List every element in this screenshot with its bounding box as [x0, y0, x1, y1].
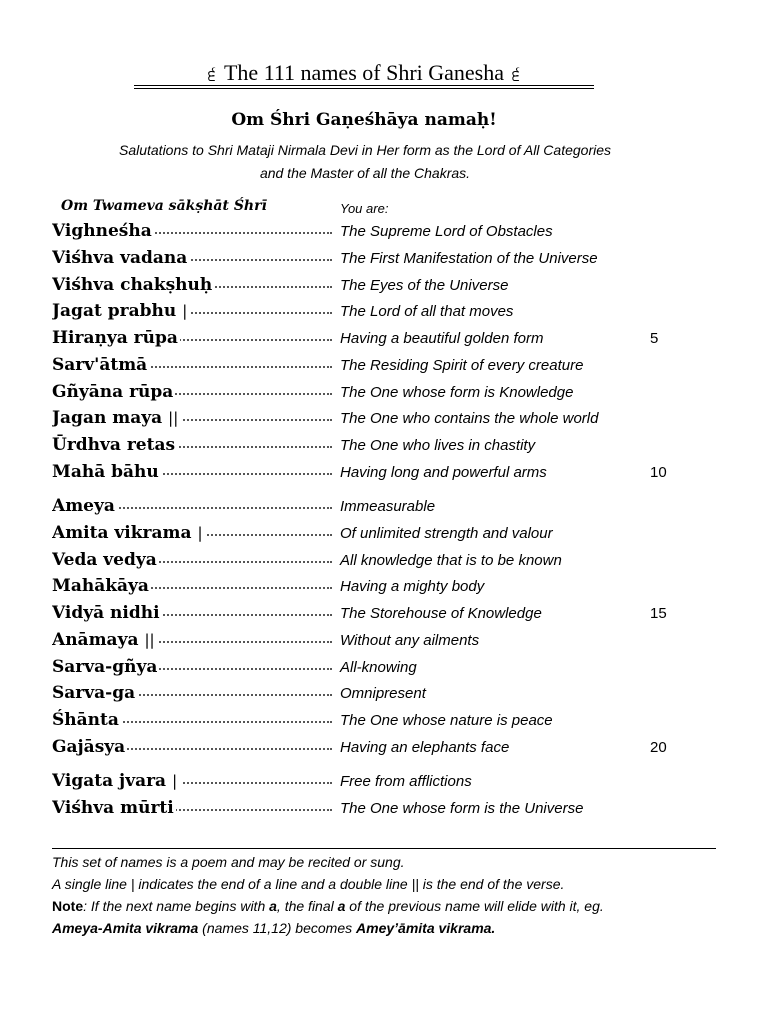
sanskrit-name-cell: [52, 680, 332, 706]
sanskrit-name: Jagat prabhu: [52, 301, 177, 321]
name-count: 15: [650, 605, 667, 622]
swirl-left-icon: ੬: [207, 67, 216, 84]
sanskrit-name-cell: [52, 493, 332, 519]
name-meaning: Immeasurable: [340, 498, 436, 515]
sanskrit-name-cell: [52, 432, 332, 458]
name-meaning: The One whose nature is peace: [340, 712, 553, 729]
note-text-b: , the final: [276, 898, 338, 914]
sanskrit-name: Sarva-gñya: [52, 657, 158, 677]
name-meaning: The Residing Spirit of every creature: [340, 357, 584, 374]
line-end-mark: |: [194, 524, 207, 542]
name-meaning: The Storehouse of Knowledge: [340, 605, 542, 622]
verse-end-mark: ||: [164, 409, 182, 427]
name-count: 10: [650, 464, 667, 481]
name-meaning: The Eyes of the Universe: [340, 277, 509, 294]
sanskrit-name: Amita vikrama: [52, 523, 192, 543]
note-text-a: : If the next name begins with: [83, 898, 270, 914]
name-meaning: Omnipresent: [340, 685, 426, 702]
name-row: [52, 600, 692, 626]
sanskrit-name-cell: [52, 795, 332, 821]
sanskrit-name: Jagan maya: [52, 408, 163, 428]
column-head-meanings: You are:: [340, 201, 389, 216]
page-title: [134, 60, 594, 89]
verse-end-mark: ||: [140, 631, 158, 649]
footer-divider: [52, 848, 716, 849]
note-example-1: Ameya-Amita vikrama: [52, 920, 199, 936]
note-text-c: of the previous name will elide with it, eg.: [345, 898, 604, 914]
name-row: [52, 573, 692, 599]
sanskrit-name: Vidyā nidhi: [52, 603, 160, 623]
sanskrit-name: Vigata jvara: [52, 771, 167, 791]
name-row: [52, 298, 692, 324]
name-row: [52, 432, 692, 458]
note-line-1: This set of names is a poem and may be recited or sung.: [52, 854, 405, 870]
sanskrit-name: Viśhva chakṣhuḥ: [52, 275, 213, 295]
title-block: [134, 60, 594, 90]
intro-line-1: Salutations to Shri Mataji Nirmala Devi in Her form as the Lord of All Categories: [118, 142, 612, 158]
name-row: [52, 768, 692, 794]
sanskrit-name: Ameya: [52, 496, 115, 516]
column-head-names: Om Twameva sākṣhāt Śhrī: [61, 198, 267, 214]
name-row: [52, 520, 692, 546]
name-row: [52, 707, 692, 733]
name-meaning: The One whose form is Knowledge: [340, 384, 574, 401]
sanskrit-name-cell: [52, 352, 332, 378]
name-meaning: Of unlimited strength and valour: [340, 525, 553, 542]
name-meaning: The First Manifestation of the Universe: [340, 250, 598, 267]
sanskrit-name-cell: [52, 405, 332, 431]
sanskrit-name-cell: [52, 520, 332, 546]
sanskrit-name: Mahākāya: [52, 576, 149, 596]
name-row: [52, 218, 692, 244]
name-row: [52, 680, 692, 706]
mantra: Om Śhri Gaṇeśhāya namaḥ!: [231, 110, 497, 130]
note-text-mid: (names 11,12) becomes: [198, 920, 357, 936]
notes: [52, 851, 732, 939]
sanskrit-name: Sarva-ga: [52, 683, 136, 703]
name-row: [52, 795, 692, 821]
name-row: [52, 459, 692, 485]
name-row: [52, 627, 692, 653]
sanskrit-name: Gñyāna rūpa: [52, 382, 174, 402]
name-count: 20: [650, 739, 667, 756]
sanskrit-name-cell: [52, 600, 332, 626]
sanskrit-name-cell: [52, 325, 332, 351]
name-row: [52, 547, 692, 573]
note-letter-b: a: [337, 898, 346, 914]
sanskrit-name: Śhānta: [52, 710, 119, 730]
line-end-mark: |: [178, 302, 191, 320]
name-meaning: Having a mighty body: [340, 578, 485, 595]
name-meaning: Without any ailments: [340, 632, 480, 649]
name-meaning: The One who contains the whole world: [340, 410, 599, 427]
sanskrit-name-cell: [52, 573, 332, 599]
name-meaning: All-knowing: [340, 659, 417, 676]
sanskrit-name-cell: [52, 459, 332, 485]
sanskrit-name-cell: [52, 272, 332, 298]
sanskrit-name-cell: [52, 734, 332, 760]
sanskrit-name-cell: [52, 379, 332, 405]
sanskrit-name: Anāmaya: [52, 630, 139, 650]
name-row: [52, 405, 692, 431]
sanskrit-name: Vighneśha: [52, 221, 152, 241]
name-meaning: The One whose form is the Universe: [340, 800, 584, 817]
name-row: [52, 352, 692, 378]
note-line-2: A single line | indicates the end of a line and a double line || is the end of the verse.: [52, 876, 565, 892]
name-meaning: The Lord of all that moves: [340, 303, 514, 320]
name-meaning: The One who lives in chastity: [340, 437, 536, 454]
name-meaning: All knowledge that is to be known: [340, 552, 562, 569]
sanskrit-name: Hiraṇya rūpa: [52, 328, 178, 348]
sanskrit-name: Ūrdhva retas: [52, 435, 176, 455]
name-meaning: Free from afflictions: [340, 773, 472, 790]
page-title-text: The 111 names of Shri Ganesha: [223, 60, 505, 85]
note-letter-a: a: [269, 898, 277, 914]
sanskrit-name-cell: [52, 547, 332, 573]
sanskrit-name-cell: [52, 768, 332, 794]
intro-line-2: and the Master of all the Chakras.: [259, 165, 471, 181]
name-row: [52, 654, 692, 680]
note-label: Note: [52, 898, 84, 914]
name-meaning: Having a beautiful golden form: [340, 330, 544, 347]
name-meaning: Having an elephants face: [340, 739, 510, 756]
sanskrit-name-cell: [52, 245, 332, 271]
name-meaning: The Supreme Lord of Obstacles: [340, 223, 553, 240]
name-row: [52, 734, 692, 760]
intro: [40, 139, 690, 185]
sanskrit-name-cell: [52, 298, 332, 324]
sanskrit-name: Viśhva mūrti: [52, 798, 174, 818]
sanskrit-name-cell: [52, 654, 332, 680]
name-meaning: Having long and powerful arms: [340, 464, 547, 481]
sanskrit-name: Gajāsya: [52, 737, 126, 757]
name-row: [52, 272, 692, 298]
line-end-mark: |: [168, 772, 181, 790]
note-example-2: Ameyʼāmita vikrama.: [356, 920, 496, 936]
name-row: [52, 325, 692, 351]
swirl-right-icon: ੬: [512, 67, 521, 84]
name-row: [52, 245, 692, 271]
name-row: [52, 379, 692, 405]
sanskrit-name: Viśhva vadana: [52, 248, 188, 268]
sanskrit-name: Sarv'ātmā: [52, 355, 148, 375]
sanskrit-name-cell: [52, 627, 332, 653]
note-line-3: [52, 895, 732, 917]
sanskrit-name: Veda vedya: [52, 550, 157, 570]
sanskrit-name-cell: [52, 218, 332, 244]
name-row: [52, 493, 692, 519]
name-count: 5: [650, 330, 659, 347]
note-line-4: [52, 917, 732, 939]
sanskrit-name: Mahā bāhu: [52, 462, 159, 482]
sanskrit-name-cell: [52, 707, 332, 733]
